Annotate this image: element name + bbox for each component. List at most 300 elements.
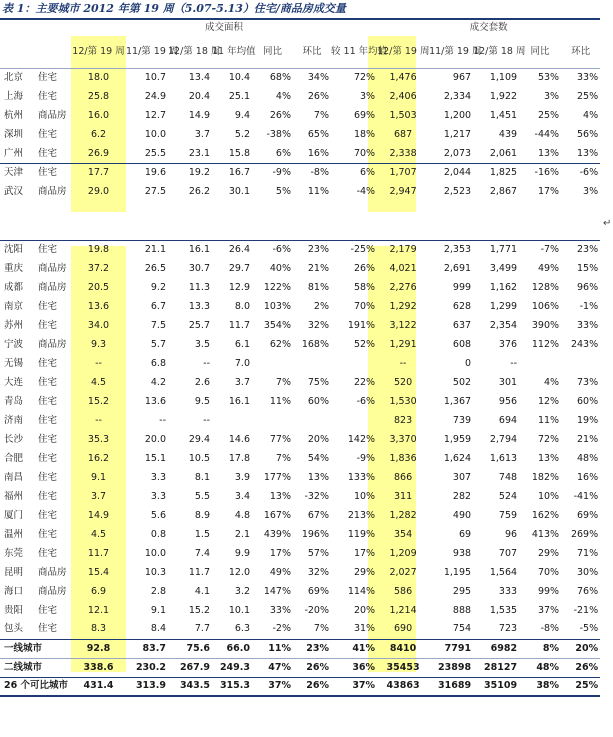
property-type: 商品房	[38, 338, 67, 350]
value-cell: 759	[498, 509, 518, 521]
value-cell: 69	[458, 528, 472, 540]
summary-row	[0, 677, 600, 696]
property-type: 住宅	[38, 91, 58, 102]
value-cell: 33%	[561, 69, 600, 88]
value-cell: 637	[452, 319, 472, 331]
value-cell: 1,836	[389, 452, 417, 464]
value-cell: -41%	[573, 490, 599, 502]
value-cell: 0.8	[150, 528, 166, 540]
city-name: 重庆	[4, 262, 24, 274]
property-type: 住宅	[38, 490, 58, 502]
value-cell: -6%	[252, 240, 293, 259]
value-cell: 1,299	[489, 300, 518, 312]
city-name: 天津	[0, 164, 36, 183]
value-cell: 6.8	[150, 357, 166, 369]
value-cell: 439	[498, 129, 518, 140]
value-cell: 68%	[252, 69, 293, 88]
value-cell: 888	[452, 604, 472, 616]
value-cell: 866	[393, 471, 413, 483]
value-cell: 2,867	[489, 186, 518, 197]
value-cell: 11.7	[188, 566, 210, 578]
summary-label: 二线城市	[0, 658, 71, 677]
value-cell: 3%	[359, 91, 376, 102]
value-cell: 26%	[293, 658, 331, 677]
property-type: 住宅	[36, 240, 71, 259]
value-cell: 15.2	[188, 604, 210, 616]
value-cell: 8%	[519, 639, 561, 658]
value-cell: 15.4	[87, 566, 110, 578]
value-cell: 10.0	[144, 129, 166, 140]
value-cell: 354%	[263, 319, 291, 331]
city-name: 杭州	[4, 110, 24, 121]
city-name: 福州	[4, 490, 24, 502]
value-cell: 72%	[331, 69, 377, 88]
value-cell: 37%	[537, 604, 560, 616]
column-header: 环比	[302, 46, 322, 57]
column-header: 12/第 18 周	[168, 46, 221, 57]
value-cell: 70%	[537, 566, 560, 578]
value-cell: 23.1	[188, 147, 210, 159]
city-row	[0, 563, 600, 582]
value-cell	[331, 354, 377, 373]
value-cell: 119%	[347, 528, 376, 540]
value-cell: 694	[498, 414, 518, 426]
value-cell: -16%	[519, 164, 561, 183]
value-cell: 25.8	[87, 91, 110, 102]
column-header: 11 年均值	[212, 46, 256, 57]
value-cell: 1,613	[489, 452, 518, 464]
value-cell: 754	[452, 623, 472, 635]
city-row	[0, 601, 600, 620]
section-gap	[0, 202, 600, 241]
value-cell: -44%	[534, 129, 560, 140]
value-cell: 17%	[353, 547, 376, 559]
value-cell: -21%	[573, 604, 599, 616]
city-row	[0, 354, 600, 373]
value-cell: --	[203, 414, 210, 426]
city-name: 长沙	[4, 433, 24, 445]
value-cell: 520	[393, 376, 413, 388]
value-cell: 1,530	[389, 395, 417, 407]
value-cell: 10.5	[188, 452, 210, 464]
value-cell: 167%	[263, 509, 291, 521]
property-type: 住宅	[38, 471, 58, 483]
value-cell: 10.4	[212, 69, 252, 88]
value-cell: 7%	[313, 110, 329, 121]
value-cell: 6.7	[150, 300, 166, 312]
value-cell: 26%	[307, 91, 329, 102]
value-cell: 191%	[347, 319, 376, 331]
value-cell: 5%	[275, 186, 291, 197]
city-row	[0, 544, 600, 563]
value-cell: 1,217	[443, 129, 472, 140]
value-cell: 133%	[347, 471, 376, 483]
value-cell: 6.3	[234, 623, 250, 635]
city-row	[0, 468, 600, 487]
value-cell: 13%	[307, 471, 329, 483]
value-cell: 15.1	[144, 452, 166, 464]
value-cell: 2,179	[377, 240, 429, 259]
value-cell: 26%	[269, 110, 291, 121]
value-cell: 748	[498, 471, 518, 483]
value-cell: 1,282	[389, 509, 417, 521]
value-cell: 20.0	[144, 433, 166, 445]
value-cell: 3.9	[234, 471, 250, 483]
value-cell: 690	[393, 623, 413, 635]
column-header: 11/第 19 周	[429, 46, 482, 57]
property-type: 住宅	[36, 69, 71, 88]
value-cell: 13.4	[168, 69, 212, 88]
value-cell: 9.1	[90, 471, 107, 483]
units-group-header: 成交套数	[377, 19, 600, 36]
value-cell: 65%	[307, 129, 329, 140]
property-type: 住宅	[38, 604, 58, 616]
area-group-header: 成交面积	[71, 19, 377, 36]
value-cell: 10.1	[228, 604, 250, 616]
city-name: 济南	[4, 414, 24, 426]
value-cell: 7.7	[194, 623, 210, 635]
value-cell: 69%	[353, 110, 376, 121]
value-cell: 19.2	[168, 164, 212, 183]
value-cell: 3.7	[234, 376, 250, 388]
value-cell: 1,476	[377, 69, 429, 88]
value-cell: 99%	[537, 585, 560, 597]
value-cell: 1,162	[489, 281, 518, 293]
value-cell: 16.0	[87, 110, 110, 121]
value-cell: 2,044	[429, 164, 473, 183]
value-cell: 307	[452, 471, 472, 483]
city-row	[0, 164, 600, 183]
value-cell: 11%	[269, 395, 291, 407]
value-cell: 956	[498, 395, 518, 407]
value-cell: 723	[498, 623, 518, 635]
value-cell: 106%	[531, 300, 560, 312]
value-cell: 376	[498, 338, 518, 350]
column-header: 环比	[571, 46, 591, 57]
value-cell: 13.3	[188, 300, 210, 312]
value-cell: 34.0	[87, 319, 110, 331]
value-cell: 47%	[252, 658, 293, 677]
value-cell: 9.4	[234, 110, 250, 121]
value-cell: 128%	[531, 281, 560, 293]
city-row	[0, 525, 600, 544]
value-cell: 3.5	[194, 338, 210, 350]
city-row	[0, 297, 600, 316]
value-cell: 8.4	[150, 623, 166, 635]
city-name: 南昌	[4, 471, 24, 483]
value-cell: 1,959	[443, 433, 472, 445]
property-type: 住宅	[38, 509, 58, 521]
value-cell: 58%	[353, 281, 376, 293]
city-row	[0, 449, 600, 468]
property-type: 住宅	[38, 395, 58, 407]
value-cell: 22%	[353, 376, 376, 388]
value-cell: 92.8	[71, 639, 126, 658]
value-cell: 14.9	[188, 110, 210, 121]
value-cell: 2%	[313, 300, 329, 312]
value-cell: 30%	[576, 566, 599, 578]
value-cell: 3.4	[234, 490, 250, 502]
value-cell: 4.1	[194, 585, 210, 597]
value-cell: 35.3	[87, 433, 110, 445]
value-cell: 2,353	[429, 240, 473, 259]
value-cell: 26%	[293, 677, 331, 696]
property-type: 住宅	[38, 147, 58, 159]
value-cell: 75%	[307, 376, 329, 388]
value-cell: 40%	[269, 262, 291, 274]
city-row	[0, 430, 600, 449]
value-cell: 5.2	[234, 129, 250, 140]
value-cell: -32%	[304, 490, 329, 502]
city-name: 南京	[4, 300, 24, 312]
property-type: 住宅	[38, 433, 58, 445]
city-name: 厦门	[4, 509, 24, 521]
value-cell: 7%	[275, 376, 291, 388]
property-type: 住宅	[38, 376, 58, 388]
value-cell: 20.4	[188, 91, 210, 102]
value-cell: 7.4	[194, 547, 210, 559]
property-type: 住宅	[38, 547, 58, 559]
city-name: 武汉	[4, 186, 24, 197]
city-row	[0, 259, 600, 278]
value-cell: 33%	[269, 604, 291, 616]
value-cell: 70%	[353, 300, 376, 312]
value-cell: 76%	[576, 585, 599, 597]
value-cell: 2,073	[443, 147, 472, 159]
value-cell: 11.7	[87, 547, 110, 559]
value-cell: 19.8	[71, 240, 126, 259]
value-cell: 13%	[576, 147, 599, 159]
value-cell: 26.5	[144, 262, 166, 274]
value-cell: 168%	[301, 338, 329, 350]
value-cell: 3,499	[489, 262, 518, 274]
value-cell: 21%	[576, 433, 599, 445]
value-cell: -6%	[356, 395, 376, 407]
city-name: 合肥	[4, 452, 24, 464]
city-row	[0, 69, 600, 88]
city-name: 北京	[0, 69, 36, 88]
value-cell: 20%	[353, 604, 376, 616]
value-cell	[331, 411, 377, 430]
city-row	[0, 620, 600, 639]
value-cell: 1,109	[473, 69, 519, 88]
value-cell: 0	[465, 357, 472, 369]
property-type: 住宅	[38, 528, 58, 540]
value-cell: 73%	[576, 376, 599, 388]
value-cell: 14.6	[228, 433, 250, 445]
city-name: 贵阳	[4, 604, 24, 616]
value-cell: 20%	[561, 639, 600, 658]
value-cell: 21%	[307, 262, 329, 274]
value-cell: 2,691	[443, 262, 472, 274]
value-cell: 4.2	[150, 376, 166, 388]
property-type: 住宅	[38, 300, 58, 312]
city-row	[0, 126, 600, 145]
city-name: 无锡	[4, 357, 24, 369]
value-cell: 3.7	[90, 490, 107, 502]
summary-row	[0, 658, 600, 677]
value-cell: 27.5	[144, 186, 166, 197]
value-cell: 31689	[429, 677, 473, 696]
value-cell: 9.3	[90, 338, 107, 350]
value-cell: 83.7	[126, 639, 168, 658]
value-cell: 5.6	[150, 509, 166, 521]
value-cell: 687	[393, 129, 413, 140]
value-cell: 739	[452, 414, 472, 426]
city-name: 宁波	[4, 338, 24, 350]
property-type: 商品房	[38, 110, 67, 121]
value-cell: 37%	[331, 677, 377, 696]
value-cell: 12.1	[87, 604, 110, 616]
value-cell: 112%	[531, 338, 560, 350]
value-cell: 1,535	[489, 604, 518, 616]
city-row	[0, 411, 600, 430]
property-type: 商品房	[38, 281, 67, 293]
value-cell: 77%	[269, 433, 291, 445]
value-cell: 35453	[377, 658, 429, 677]
summary-label: 26 个可比城市	[0, 677, 71, 696]
value-cell	[252, 411, 293, 430]
property-type: 住宅	[36, 164, 71, 183]
value-cell: 11.7	[228, 319, 250, 331]
value-cell: 1,451	[489, 110, 518, 121]
value-cell: -7%	[519, 240, 561, 259]
value-cell: 67%	[307, 509, 329, 521]
value-cell: 52%	[353, 338, 376, 350]
value-cell: 967	[429, 69, 473, 88]
value-cell: 586	[393, 585, 413, 597]
value-cell: 8.3	[90, 623, 107, 635]
value-cell: 9.2	[150, 281, 166, 293]
value-cell: 17.7	[71, 164, 126, 183]
column-header: 较 11 年均值	[331, 46, 388, 57]
value-cell: 6%	[331, 164, 377, 183]
value-cell: 1.5	[194, 528, 210, 540]
value-cell: 30.1	[228, 186, 250, 197]
value-cell: 230.2	[126, 658, 168, 677]
value-cell: 103%	[263, 300, 291, 312]
value-cell: 16%	[576, 471, 599, 483]
value-cell: 11.3	[188, 281, 210, 293]
value-cell: 282	[452, 490, 472, 502]
value-cell: 2,354	[489, 319, 518, 331]
column-header: 12/第 18 周	[473, 46, 526, 57]
value-cell: 7.5	[150, 319, 166, 331]
value-cell: 1,367	[443, 395, 472, 407]
value-cell: 413%	[531, 528, 560, 540]
value-cell: -9%	[356, 452, 376, 464]
value-cell: 25%	[576, 91, 599, 102]
property-type: 住宅	[38, 129, 58, 140]
value-cell: 8.0	[234, 300, 250, 312]
value-cell: --	[95, 414, 102, 426]
column-header-row	[0, 36, 600, 69]
value-cell: 7%	[313, 623, 329, 635]
value-cell: 29%	[353, 566, 376, 578]
column-header: 12/第 19 周	[377, 46, 430, 57]
value-cell: -9%	[252, 164, 293, 183]
value-cell: 390%	[531, 319, 560, 331]
value-cell: 354	[393, 528, 413, 540]
value-cell: 30.7	[188, 262, 210, 274]
summary-label: 一线城市	[0, 639, 71, 658]
value-cell: 9.1	[150, 604, 166, 616]
value-cell: 295	[452, 585, 472, 597]
column-header: 11/第 19 周	[126, 46, 179, 57]
value-cell: 12.9	[228, 281, 250, 293]
value-cell: 13.6	[87, 300, 110, 312]
value-cell: 524	[498, 490, 518, 502]
value-cell: 1,195	[443, 566, 472, 578]
city-row	[0, 373, 600, 392]
value-cell: 1,209	[389, 547, 417, 559]
city-name: 海口	[4, 585, 24, 597]
value-cell: 14.9	[87, 509, 110, 521]
value-cell: 162%	[531, 509, 560, 521]
value-cell: 13%	[537, 147, 560, 159]
value-cell: 315.3	[212, 677, 252, 696]
value-cell: 142%	[347, 433, 376, 445]
value-cell: 31%	[353, 623, 376, 635]
value-cell	[293, 354, 331, 373]
value-cell: 36%	[331, 658, 377, 677]
value-cell: 707	[498, 547, 518, 559]
value-cell: 431.4	[71, 677, 126, 696]
city-name: 深圳	[4, 129, 24, 140]
value-cell: 15%	[576, 262, 599, 274]
value-cell: 54%	[307, 452, 329, 464]
value-cell: 999	[452, 281, 472, 293]
value-cell: 4.5	[90, 528, 107, 540]
value-cell: -8%	[293, 164, 331, 183]
value-cell: 5.5	[194, 490, 210, 502]
value-cell: 6.9	[90, 585, 107, 597]
value-cell: 1,200	[443, 110, 472, 121]
value-cell: 628	[452, 300, 472, 312]
value-cell: 3.7	[194, 129, 210, 140]
value-cell: 12.0	[228, 566, 250, 578]
city-name: 昆明	[4, 566, 24, 578]
value-cell: 2,947	[389, 186, 417, 197]
value-cell: 439%	[263, 528, 291, 540]
value-cell: 2,406	[389, 91, 417, 102]
property-type: 住宅	[38, 414, 58, 426]
property-type: 住宅	[38, 623, 58, 635]
value-cell: 48%	[519, 658, 561, 677]
value-cell: 3,370	[389, 433, 417, 445]
city-name: 青岛	[4, 395, 24, 407]
value-cell: 33%	[576, 319, 599, 331]
value-cell: 2,338	[389, 147, 417, 159]
group-header-row	[0, 19, 600, 36]
value-cell: -8%	[540, 623, 560, 635]
value-cell: 4.8	[234, 509, 250, 521]
value-cell: 12%	[537, 395, 560, 407]
value-cell: 21.1	[126, 240, 168, 259]
value-cell: -2%	[272, 623, 291, 635]
value-cell: 1,291	[389, 338, 417, 350]
value-cell: 177%	[263, 471, 291, 483]
value-cell: 15.2	[87, 395, 110, 407]
paragraph-mark-icon: ↵	[603, 218, 612, 229]
value-cell: 6982	[473, 639, 519, 658]
value-cell: 53%	[519, 69, 561, 88]
value-cell: 3%	[583, 186, 599, 197]
value-cell: 4%	[543, 376, 560, 388]
value-cell: 13%	[537, 452, 560, 464]
value-cell	[252, 354, 293, 373]
value-cell: 37.2	[87, 262, 110, 274]
